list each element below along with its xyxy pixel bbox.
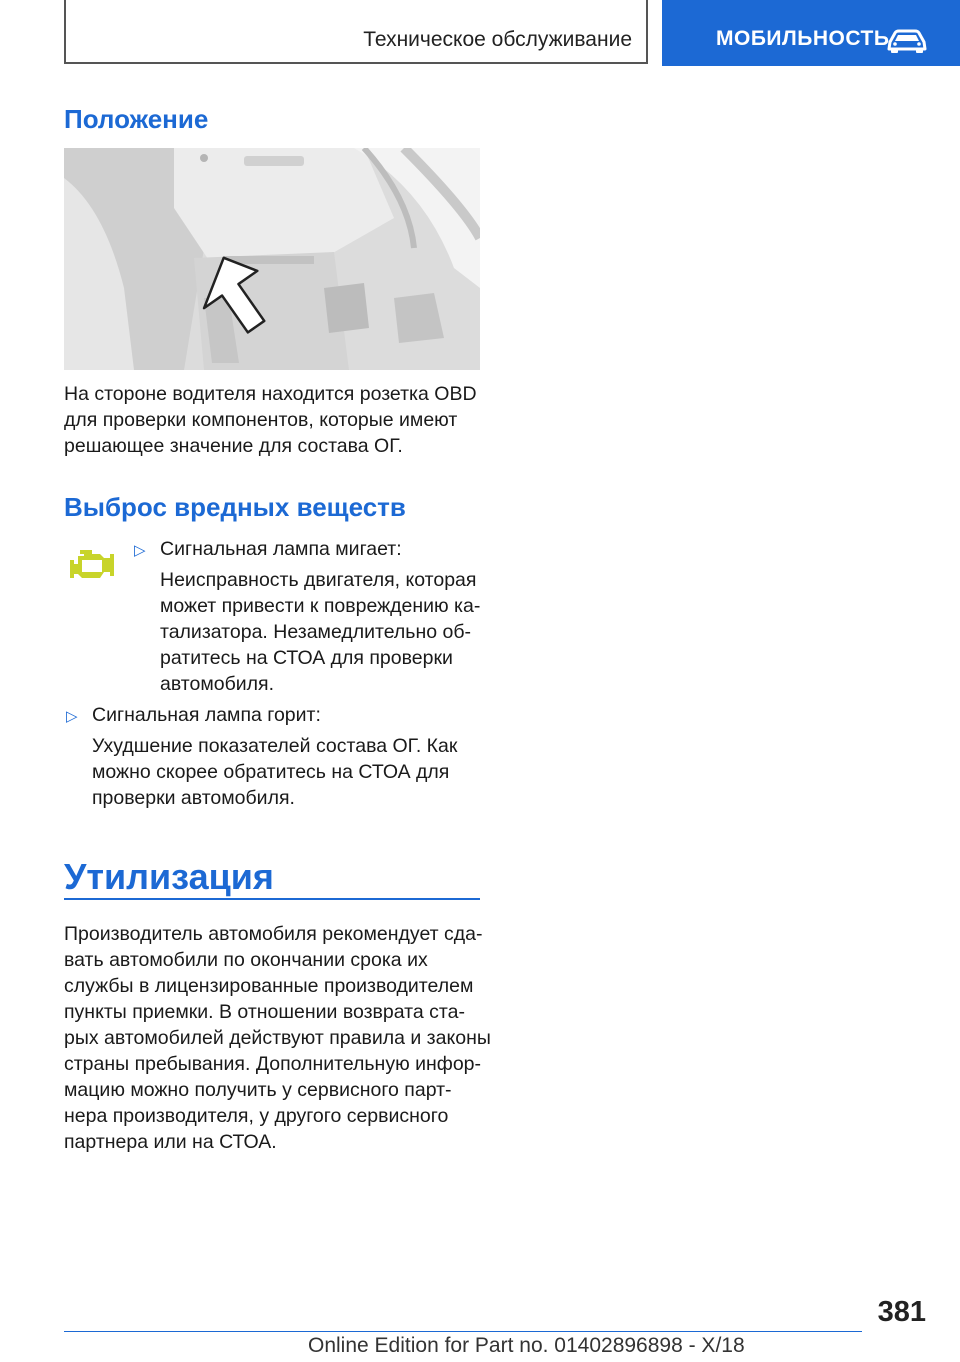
- car-icon: [886, 28, 928, 54]
- item1-line-5: автомобиля.: [160, 673, 275, 695]
- item2-title: Сигнальная лампа горит:: [92, 704, 321, 726]
- utilization-line-4: пункты приемки. В отношении возврата ста‐: [64, 1001, 465, 1023]
- position-text-line-2: для проверки компонентов, которые имеют: [64, 409, 458, 431]
- utilization-line-1: Производитель автомобиля рекомендует сда‐: [64, 923, 483, 945]
- header-chapter-tab[interactable]: [662, 0, 960, 66]
- header-chapter-label: МОБИЛЬНОСТЬ: [716, 27, 890, 50]
- header-section-box: [64, 0, 648, 64]
- utilization-line-5: рых автомобилей действуют правила и законы: [64, 1027, 491, 1049]
- item2-line-1: Ухудшение показателей состава ОГ. Как: [92, 735, 458, 757]
- header-section-title: Техническое обслуживание: [363, 28, 632, 51]
- position-heading: Положение: [64, 104, 209, 134]
- check-engine-icon: [66, 546, 118, 586]
- item2-line-3: проверки автомобиля.: [92, 787, 295, 809]
- utilization-line-6: страны пребывания. Дополнительную инфор‐: [64, 1053, 482, 1075]
- emissions-heading: Выброс вредных веществ: [64, 492, 406, 522]
- utilization-heading: Утилизация: [64, 856, 274, 897]
- item1-line-1: Неисправность двигателя, которая: [160, 569, 477, 591]
- utilization-line-8: нера производителя, у другого сервисного: [64, 1105, 449, 1127]
- footer-rule: [64, 1331, 862, 1332]
- item1-line-2: может привести к повреждению ка‐: [160, 595, 481, 617]
- utilization-heading-rule: [64, 898, 480, 900]
- position-text-line-1: На стороне водителя находится розетка OBD: [64, 383, 477, 405]
- item1-title: Сигнальная лампа мигает:: [160, 538, 402, 560]
- item2-line-2: можно скорее обратитесь на СТОА для: [92, 761, 450, 783]
- utilization-line-2: вать автомобили по окончании срока их: [64, 949, 428, 971]
- footer-edition-link[interactable]: Online Edition for Part no. 01402896898 - X/18: [308, 1334, 745, 1357]
- obd-location-photo: [64, 148, 480, 370]
- position-text-line-3: решающее значение для состава ОГ.: [64, 435, 403, 457]
- bullet-marker-icon: ▷: [66, 708, 78, 725]
- item1-line-3: тализатора. Незамедлительно об‐: [160, 621, 472, 643]
- page-number: 381: [877, 1296, 926, 1328]
- utilization-line-3: службы в лицензированные производителем: [64, 975, 474, 997]
- item1-line-4: ратитесь на СТОА для проверки: [160, 647, 453, 669]
- bullet-marker-icon: ▷: [134, 542, 146, 559]
- utilization-line-9: партнера или на СТОА.: [64, 1131, 277, 1153]
- utilization-line-7: мацию можно получить у сервисного парт‐: [64, 1079, 452, 1101]
